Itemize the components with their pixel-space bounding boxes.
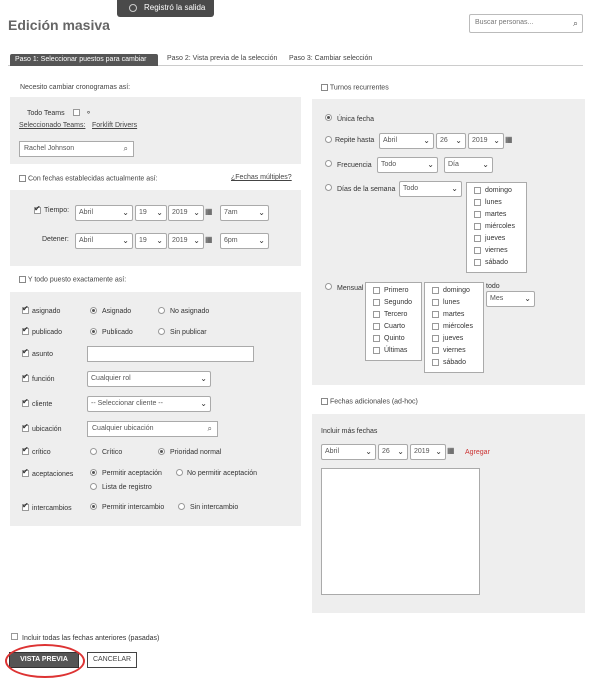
select-value: 7am [224,209,238,216]
allow-accept-radio[interactable] [90,469,97,476]
add-date-link[interactable]: Agregar [465,449,490,456]
day-label: domingo [443,287,470,294]
chevron-down-icon: ⌄ [451,184,458,193]
chevron-down-icon: ⌄ [193,208,200,217]
not-assigned-radio[interactable] [158,307,165,314]
weekdays-label: Días de la semana [337,186,396,193]
search-icon[interactable]: ⌕ [207,424,212,433]
adhoc-day-select[interactable] [378,444,408,460]
allow-swap-radio[interactable] [90,503,97,510]
time-year-select[interactable] [168,205,204,221]
select-value: 19 [139,209,147,216]
chevron-down-icon: ⌄ [455,136,462,145]
ordinal-label: Cuarto [384,323,406,330]
published-option-label: Publicado [102,329,133,336]
tab-step-1[interactable]: Paso 1: Seleccionar puestos para cambiar [10,54,158,66]
select-value: 2019 [172,237,188,244]
shift-section-label: Y todo puesto exactamente así: [27,276,127,284]
day-label: martes [443,311,465,318]
include-past-checkbox[interactable] [11,633,18,640]
critical-radio[interactable] [90,448,97,455]
chevron-down-icon: ⌄ [365,447,372,456]
highlight-ring [5,644,85,678]
chevron-down-icon: ⌄ [397,447,404,456]
published-checkbox[interactable] [22,328,29,335]
search-people-input[interactable] [469,14,583,33]
location-search-field[interactable] [87,421,218,437]
adhoc-year-select[interactable] [410,444,446,460]
unpublished-radio[interactable] [158,328,165,335]
chevron-down-icon: ⌄ [258,208,265,217]
chevron-down-icon: ⌄ [482,160,489,169]
subject-label: asunto [32,351,54,358]
person-value: Rachel Johnson [24,145,75,152]
day-label: domingo [485,187,512,194]
repeat-year-select[interactable] [468,133,504,149]
role-label: función [32,376,55,383]
ordinal-label: Quinto [384,335,405,342]
ordinal-checkbox[interactable] [373,287,380,294]
search-icon[interactable]: ⌕ [572,18,578,28]
repeat-until-label: Repite hasta [335,137,375,144]
adhoc-month-select[interactable] [321,444,376,460]
chevron-down-icon: ⌄ [427,160,434,169]
day-checkbox[interactable] [474,199,481,206]
all-teams-checkbox[interactable] [73,109,80,116]
published-label: publicado [32,329,62,336]
preview-button[interactable]: VISTA PREVIA [9,652,79,668]
chevron-down-icon: ⌄ [423,136,430,145]
select-value: Abril [79,209,94,216]
stop-day-select[interactable] [135,233,167,249]
adhoc-label: Fechas adicionales (ad-hoc) [329,398,418,406]
critical-option-label: Crítico [102,449,123,456]
chevron-down-icon: ⌄ [435,447,442,456]
role-select[interactable] [87,371,211,387]
select-value: Día [448,161,459,168]
monthly-radio[interactable] [325,283,332,290]
section-collapse-icon[interactable] [321,84,328,91]
select-value: Todo [381,161,397,168]
time-label: Tiempo: [44,207,70,214]
dates-section-heading [19,175,158,182]
day-checkbox[interactable] [432,311,439,318]
section-collapse-icon[interactable] [19,276,26,283]
chevron-down-icon: ⌄ [122,236,129,245]
frequency-unit-select[interactable] [444,157,493,173]
select-value: 2019 [472,137,488,144]
stop-month-select[interactable] [75,233,133,249]
chevron-down-icon: ⌄ [122,208,129,217]
day-label: viernes [443,347,466,354]
ordinal-label: Tercero [384,311,408,318]
cancel-button[interactable]: CANCELAR [87,652,137,668]
need-change-heading: Necesito cambiar cronogramas así: [20,84,131,91]
subject-checkbox[interactable] [22,350,29,357]
all-teams-radio-icon[interactable]: ∘ [86,108,92,117]
swap-checkbox[interactable] [22,504,29,511]
accept-label: aceptaciones [32,471,74,478]
allow-accept-option-label: Permitir aceptación [102,470,162,477]
selected-teams-label: Seleccionado Teams: [19,122,86,129]
day-checkbox[interactable] [474,259,481,266]
adhoc-heading [321,398,418,405]
frequency-label: Frecuencia [337,162,372,169]
no-accept-radio[interactable] [176,469,183,476]
all-teams-label: Todo Teams [27,110,65,117]
chevron-down-icon: ⌄ [258,236,265,245]
normal-priority-radio[interactable] [158,448,165,455]
include-more-label: Incluir más fechas [321,428,378,435]
chevron-down-icon: ⌄ [200,374,207,383]
time-month-select[interactable] [75,205,133,221]
assigned-label: asignado [32,308,61,315]
location-checkbox[interactable] [22,425,29,432]
selected-teams-link[interactable]: Forklift Drivers [92,122,138,129]
time-day-select[interactable] [135,205,167,221]
day-checkbox[interactable] [474,235,481,242]
select-value: Abril [79,237,94,244]
frequency-radio[interactable] [325,160,332,167]
stop-hour-select[interactable] [220,233,269,249]
person-search-field[interactable] [19,141,134,157]
select-value: Abril [325,448,340,455]
time-hour-select[interactable] [220,205,269,221]
select-value: 2019 [414,448,430,455]
search-icon[interactable]: ⌕ [123,144,128,153]
repeat-until-radio[interactable] [325,136,332,143]
select-value: Mes [490,295,504,302]
ordinal-checkbox[interactable] [373,311,380,318]
role-checkbox[interactable] [22,375,29,382]
chevron-down-icon: ⌄ [524,294,531,303]
published-radio[interactable] [90,328,97,335]
select-value: 26 [382,448,390,455]
critical-label: crítico [32,449,51,456]
repeat-day-select[interactable] [436,133,466,149]
day-label: martes [485,211,507,218]
unpublished-option-label: Sin publicar [170,329,207,336]
monthly-unit-select[interactable] [486,291,535,307]
chevron-down-icon: ⌄ [156,208,163,217]
allow-swap-option-label: Permitir intercambio [102,504,165,511]
select-value: Todo [403,185,419,192]
day-checkbox[interactable] [432,299,439,306]
stop-year-select[interactable] [168,233,204,249]
tab-step-2[interactable]: Paso 2: Vista previa de la selección [167,55,278,62]
dates-panel [10,190,301,266]
assigned-radio[interactable] [90,307,97,314]
checked-out-tooltip [117,0,214,17]
recurring-label: Turnos recurrentes [329,84,389,92]
stop-label: Detener: [42,236,69,243]
chevron-down-icon: ⌄ [200,399,207,408]
tab-step-3[interactable]: Paso 3: Cambiar selección [289,55,373,62]
location-label: ubicación [32,426,62,433]
client-label: cliente [32,401,53,408]
weekdays-select[interactable] [399,181,462,197]
select-value: 19 [139,237,147,244]
not-assigned-option-label: No asignado [170,308,210,315]
day-checkbox[interactable] [432,347,439,354]
day-checkbox[interactable] [432,359,439,366]
ordinal-checkbox[interactable] [373,323,380,330]
monthly-label: Mensual [337,285,364,292]
day-checkbox[interactable] [432,323,439,330]
day-label: jueves [443,335,464,342]
select-value: -- Seleccionar cliente -- [91,400,163,407]
day-checkbox[interactable] [432,335,439,342]
select-value: 6pm [224,237,238,244]
ordinal-checkbox[interactable] [373,299,380,306]
no-accept-option-label: No permitir aceptación [187,470,258,477]
subject-input[interactable] [87,346,254,362]
ordinal-label: Primero [384,287,409,294]
day-checkbox[interactable] [474,247,481,254]
weekdays-radio[interactable] [325,184,332,191]
chevron-down-icon: ⌄ [193,236,200,245]
day-label: miércoles [443,323,473,330]
day-label: miércoles [485,223,515,230]
day-label: sábado [443,359,466,366]
critical-checkbox[interactable] [22,448,29,455]
shift-section-heading [19,276,126,283]
calendar-icon[interactable]: ▦ [205,207,213,216]
section-collapse-icon[interactable] [321,398,328,405]
swap-label: intercambios [32,505,72,512]
single-date-radio[interactable] [325,114,332,121]
adhoc-dates-textarea[interactable] [321,468,480,595]
no-swap-option-label: Sin intercambio [190,504,239,511]
select-value: Abril [383,137,398,144]
dates-section-label: Con fechas establecidas actualmente así: [27,175,158,183]
tooltip-text: Registró la salida [144,3,206,12]
signup-list-radio[interactable] [90,483,97,490]
day-label: jueves [485,235,506,242]
calendar-icon[interactable]: ▦ [205,235,213,244]
day-checkbox[interactable] [474,187,481,194]
multiple-dates-link[interactable]: ¿Fechas múltiples? [231,174,292,181]
day-label: lunes [485,199,502,206]
day-checkbox[interactable] [432,287,439,294]
section-collapse-icon[interactable] [19,175,26,182]
assigned-option-label: Asignado [102,308,132,315]
select-value: 26 [440,137,448,144]
ordinal-label: Segundo [384,299,413,306]
time-checkbox[interactable] [34,207,41,214]
include-past-label: Incluir todas las fechas anteriores (pasadas) [22,635,160,642]
frequency-select[interactable] [377,157,438,173]
repeat-month-select[interactable] [379,133,434,149]
chevron-down-icon: ⌄ [156,236,163,245]
day-label: viernes [485,247,508,254]
location-value: Cualquier ubicación [92,425,154,432]
calendar-icon[interactable]: ▦ [505,135,513,144]
day-label: sábado [485,259,508,266]
calendar-icon[interactable]: ▦ [447,446,455,455]
select-value: 2019 [172,209,188,216]
ordinal-checkbox[interactable] [373,347,380,354]
no-swap-radio[interactable] [178,503,185,510]
day-checkbox[interactable] [474,211,481,218]
recurring-heading [321,84,389,91]
search-placeholder: Buscar personas... [475,19,534,26]
monthly-every-label: todo [486,283,500,290]
client-select[interactable] [87,396,211,412]
chevron-down-icon: ⌄ [493,136,500,145]
ordinal-label: Últimas [384,347,408,354]
ordinal-checkbox[interactable] [373,335,380,342]
client-checkbox[interactable] [22,400,29,407]
status-radio-icon [129,4,137,12]
day-label: lunes [443,299,460,306]
accept-checkbox[interactable] [22,470,29,477]
page-title: Edición masiva [8,17,110,33]
day-checkbox[interactable] [474,223,481,230]
normal-priority-option-label: Prioridad normal [170,449,222,456]
signup-list-option-label: Lista de registro [102,484,152,491]
select-value: Cualquier rol [91,375,131,382]
assigned-checkbox[interactable] [22,307,29,314]
single-date-label: Única fecha [337,116,374,123]
